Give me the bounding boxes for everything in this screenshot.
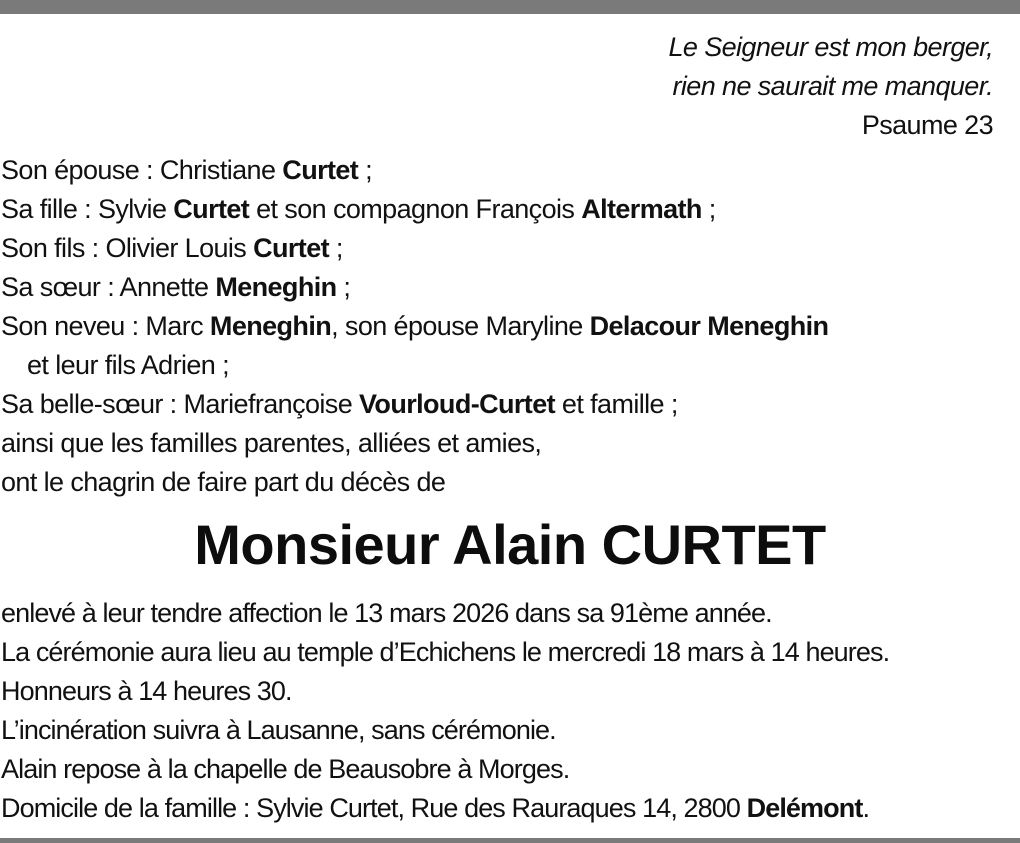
- family-line-son: [1, 229, 828, 268]
- sister-suffix: ;: [336, 272, 351, 302]
- details-line-domicile: [1, 789, 889, 828]
- daughter-prefix: Sa fille : Sylvie: [1, 194, 174, 224]
- spouse-prefix: Son épouse : Christiane: [1, 155, 283, 185]
- details-line-death: enlevé à leur tendre affection le 13 mars 2026 dans sa 91ème année.: [1, 598, 772, 628]
- spouse-surname: Curtet: [282, 155, 359, 185]
- details-line-honors: Honneurs à 14 heures 30.: [1, 676, 292, 706]
- family-line-nephew-continuation: et leur fils Adrien ;: [27, 350, 230, 380]
- quote-reference: Psaume 23: [861, 110, 993, 140]
- deceased-name: Monsieur Alain CURTET: [194, 513, 826, 576]
- sister-in-law-prefix: Sa belle-sœur : Mariefrançoise: [1, 389, 360, 419]
- quote-line-2: rien ne saurait me manquer.: [672, 71, 993, 101]
- nephew-surname: Meneghin: [209, 311, 332, 341]
- spouse-suffix: ;: [358, 155, 373, 185]
- nephew-spouse-surname: Delacour Meneghin: [589, 311, 829, 341]
- daughter-surname: Curtet: [173, 194, 250, 224]
- sister-prefix: Sa sœur : Annette: [1, 272, 216, 302]
- top-border-rule: [0, 0, 1020, 14]
- details-line-cremation: L’incinération suivra à Lausanne, sans cérémonie.: [1, 715, 556, 745]
- details-line-resting-place: Alain repose à la chapelle de Beausobre à Morges.: [1, 754, 570, 784]
- details-line-ceremony: La cérémonie aura lieu au temple d’Echichens le mercredi 18 mars à 14 heures.: [1, 637, 890, 667]
- bottom-border-rule: [0, 838, 1020, 843]
- sister-in-law-suffix: et famille ;: [555, 389, 678, 419]
- daughter-middle: et son compagnon François: [249, 194, 582, 224]
- son-prefix: Son fils : Olivier Louis: [1, 233, 254, 263]
- details-block: [1, 594, 889, 828]
- family-list: [1, 151, 828, 502]
- family-line-daughter: [1, 190, 828, 229]
- daughter-suffix: ;: [701, 194, 716, 224]
- son-suffix: ;: [329, 233, 343, 263]
- nephew-prefix: Son neveu : Marc: [1, 311, 210, 341]
- domicile-suffix: .: [862, 793, 870, 823]
- family-line-nephew: [1, 307, 828, 346]
- domicile-city: Delémont: [746, 793, 863, 823]
- family-line-spouse: [1, 151, 828, 190]
- son-surname: Curtet: [253, 233, 330, 263]
- family-line-sister-in-law: [1, 385, 828, 424]
- family-line-announcement: ont le chagrin de faire part du décès de: [1, 467, 446, 497]
- sister-surname: Meneghin: [215, 272, 337, 302]
- sister-in-law-surname: Vourloud-Curtet: [359, 389, 555, 419]
- quote-line-1: Le Seigneur est mon berger,: [668, 32, 993, 62]
- family-line-relatives: ainsi que les familles parentes, alliées et amies,: [1, 428, 542, 458]
- companion-surname: Altermath: [581, 194, 702, 224]
- domicile-prefix: Domicile de la famille : Sylvie Curtet, Rue des Rauraques 14, 2800: [1, 793, 747, 823]
- family-line-sister: [1, 268, 828, 307]
- bible-quote: [668, 28, 993, 145]
- nephew-middle: , son épouse Maryline: [331, 311, 590, 341]
